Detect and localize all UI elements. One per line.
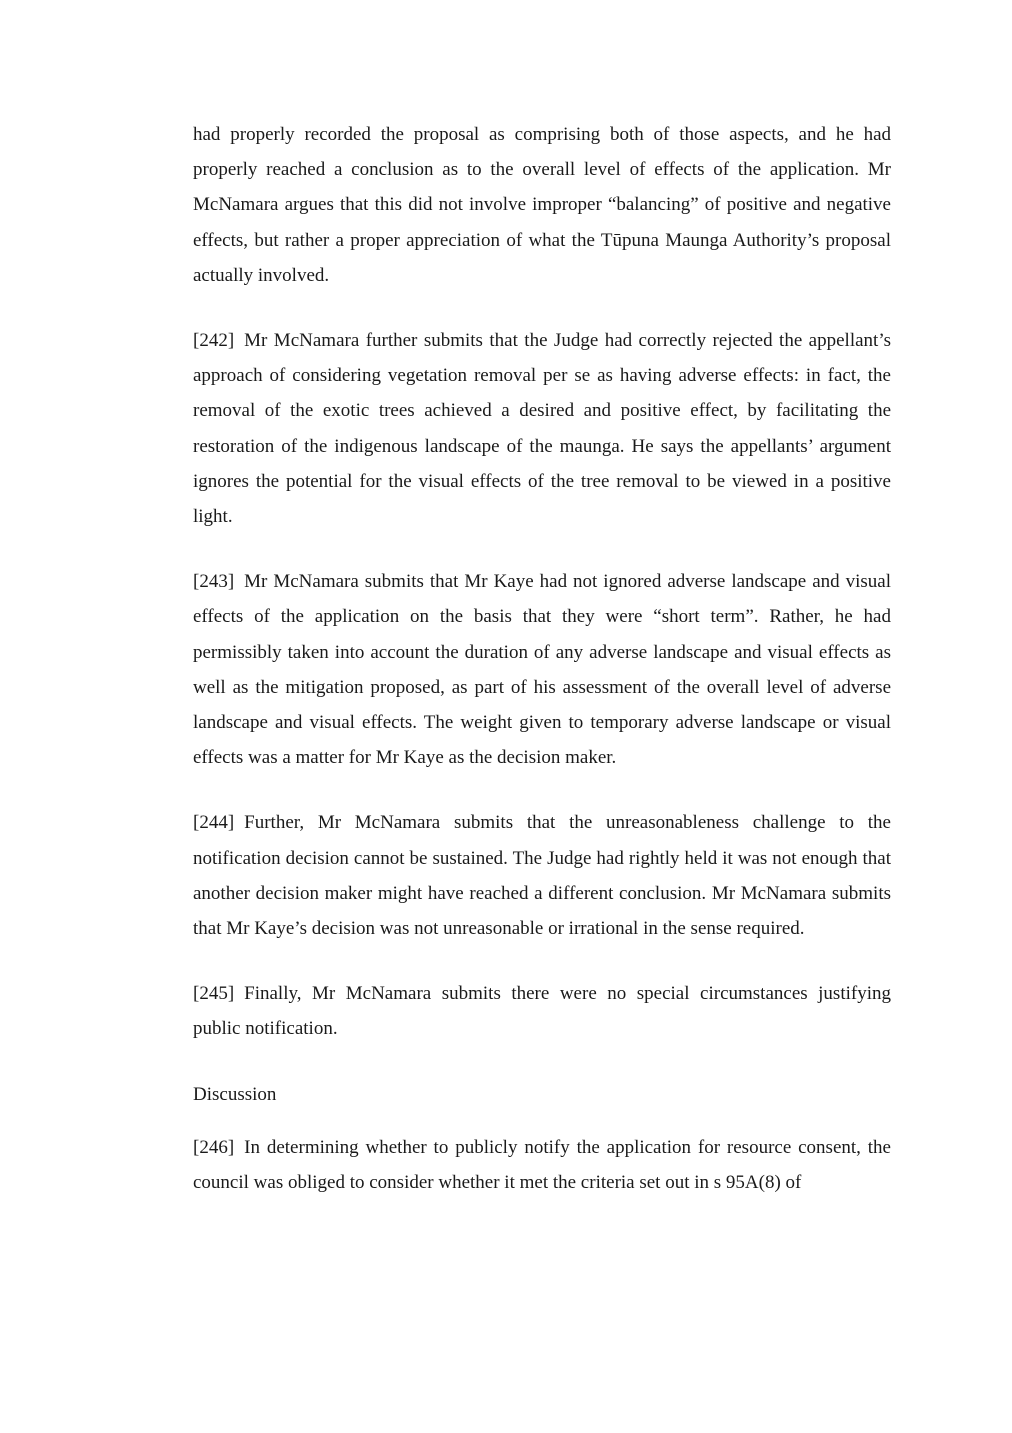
paragraph-text: Mr McNamara further submits that the Judge had correctly rejected the appellant’s approach of considering vegetation removal per se as having adverse effects: in fact, the removal of the exotic trees achieved a desired and positive effect, by facilitating the restoration of the indigenous landscape of the maunga. He says the appellants’ argument ignores the potential for the visual effects of the tree removal to be viewed in a positive light.: [193, 330, 891, 528]
paragraph-243: [193, 564, 891, 775]
paragraph-text: In determining whether to publicly notify the application for resource consent, the council was obliged to consider whether it met the criteria set out in s 95A(8) of: [193, 1136, 891, 1194]
paragraph-number: [242]: [193, 330, 235, 352]
paragraph-number: [244]: [193, 812, 235, 834]
paragraph-text: Further, Mr McNamara submits that the unreasonableness challenge to the notification decision cannot be sustained. The Judge had rightly held it was not enough that another decision maker might have reached a different conclusion. Mr McNamara submits that Mr Kaye’s decision was not unreasonable or irrational in the sense required.: [193, 812, 891, 940]
section-heading: Discussion: [193, 1083, 277, 1105]
paragraph-number: [243]: [193, 571, 235, 593]
paragraph-text: Mr McNamara submits that Mr Kaye had not ignored adverse landscape and visual effects of the application on the basis that they were “short term”. Rather, he had permissibly taken into account the duration of any adverse landscape and visual effects as well as the mitigation proposed, as part of his assessment of the overall level of adverse landscape and visual effects. The weight given to temporary adverse landscape or visual effects was a matter for Mr Kaye as the decision maker.: [193, 571, 891, 769]
paragraph-continued: [193, 117, 891, 293]
paragraph-number: [246]: [193, 1136, 235, 1158]
paragraph-245: [193, 976, 891, 1046]
paragraph-242: [193, 323, 891, 534]
paragraph-text: had properly recorded the proposal as comprising both of those aspects, and he had properly reached a conclusion as to the overall level of effects of the application. Mr McNamara argues that this did not involve improper “balancing” of positive and negative effects, but rather a proper appreciation of what the Tūpuna Maunga Authority’s proposal actually involved.: [193, 124, 891, 286]
paragraph-number: [245]: [193, 983, 235, 1005]
document-body: [193, 117, 891, 1230]
paragraph-text: Finally, Mr McNamara submits there were no special circumstances justifying public notification.: [193, 983, 891, 1040]
paragraph-246: [193, 1130, 891, 1200]
paragraph-244: [193, 805, 891, 946]
